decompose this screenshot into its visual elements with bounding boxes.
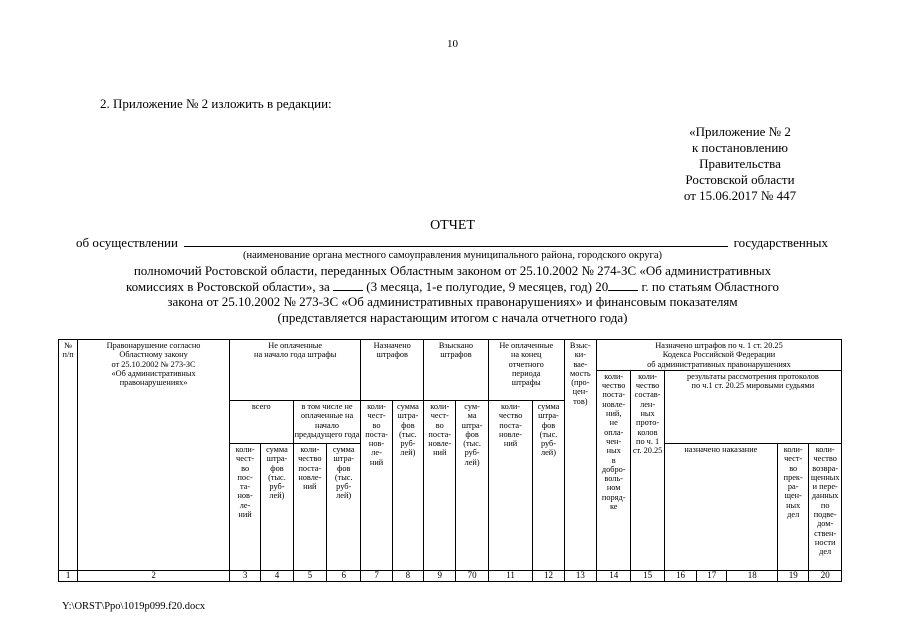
report-line-4: закона от 25.10.2002 № 273-ЗС «Об административных правонарушениях» и финансовым показателям [167, 294, 738, 309]
report-table [58, 339, 842, 582]
col-number: 8 [392, 571, 423, 582]
col-number: 19 [778, 571, 809, 582]
year-blank [608, 290, 638, 291]
amendment-item: 2. Приложение № 2 изложить в редакции: [100, 96, 332, 111]
col-header-no: № п/п [59, 340, 78, 571]
col-header-12: сумма штра- фов (тыс. руб- лей) [533, 401, 564, 571]
col-header-unpaid-start: Не оплаченные на начало года штрафы [229, 340, 360, 401]
report-line-3-c: г. по статьям Областного [641, 278, 780, 294]
report-line-3-b: (3 месяца, 1-е полугодие, 9 месяцев, год) 20 [366, 278, 609, 294]
report-title: ОТЧЕТ [430, 218, 475, 233]
appendix-line: от 15.06.2017 № 447 [683, 188, 797, 203]
col-number: 17 [697, 571, 727, 582]
authority-caption: (наименование органа местного самоуправления муниципального района, городского округа) [243, 250, 662, 261]
period-blank [333, 290, 363, 291]
report-line-5: (представляется нарастающим итогом с начала отчетного года) [277, 309, 628, 325]
appendix-line: к постановлению [691, 140, 789, 155]
report-line-1-left: об осуществлении [76, 235, 178, 250]
col-number: 9 [424, 571, 456, 582]
report-line-1-right: государственных [733, 235, 828, 250]
col-number: 5 [293, 571, 326, 582]
col-header-incl-prev: в том числе не оплаченные на начало предыдущего года [293, 401, 361, 444]
appendix-line: «Приложение № 2 [689, 124, 791, 139]
col-header-4: сумма штра- фов (тыс. руб- лей) [261, 444, 293, 571]
col-number: 3 [229, 571, 260, 582]
page-number: 10 [447, 38, 458, 50]
col-number: 11 [488, 571, 533, 582]
col-header-5: коли- чество поста- новле- ний [293, 444, 326, 571]
file-path-footer: Y:\ORST\Ppo\1019p099.f20.docx [62, 601, 206, 612]
col-header-collected: Взыскано штрафов [424, 340, 489, 401]
col-number: 70 [456, 571, 488, 582]
col-header-6: сумма штра- фов (тыс. руб- лей) [327, 444, 361, 571]
col-header-assigned: Назначено штрафов [361, 340, 424, 401]
report-line-3 [60, 279, 845, 295]
col-header-offense: Правонарушение согласно Областному закону от 25.10.2002 № 273-ЗС «Об административных правонарушениях» [78, 340, 230, 571]
col-number: 2 [78, 571, 230, 582]
report-line-2: полномочий Ростовской области, переданных Областным законом от 25.10.2002 № 274-ЗС «Об административных [133, 263, 772, 278]
col-header-9: коли- чест- во поста- новле- ний [424, 401, 456, 571]
appendix-block [650, 124, 830, 204]
col-header-total: всего [229, 401, 293, 444]
col-header-results: результаты рассмотрения протоколов по ч.1 ст. 20.25 мировыми судьями [664, 370, 841, 443]
col-number: 7 [361, 571, 392, 582]
col-header-art-20-25: Назначено штрафов по ч. 1 ст. 20.25 Кодекса Российской Федерации об административных правонарушениях [597, 340, 842, 371]
col-header-8: сумма штра- фов (тыс. руб- лей) [392, 401, 423, 571]
col-header-11: коли- чество поста- новле- ний [488, 401, 533, 571]
col-number: 13 [564, 571, 596, 582]
authority-name-blank [184, 234, 728, 247]
col-number: 15 [631, 571, 664, 582]
col-number: 18 [727, 571, 778, 582]
col-header-unpaid-end: Не оплаченные на конец отчетного периода штрафы [488, 340, 564, 401]
column-number-row [59, 571, 842, 582]
col-header-20: коли- чество возвра- щенных и пере- данных по подве- дом- ствен- ности дел [809, 444, 842, 571]
col-header-15: коли- чество состав- лен- ных прото- колов по ч. 1 ст. 20.25 [631, 370, 664, 570]
col-header-7: коли- чест- во поста- нов- ле- ний [361, 401, 392, 571]
appendix-line: Правительства [699, 156, 781, 171]
col-header-19: коли- чест- во прек- ра- щен- ных дел [778, 444, 809, 571]
report-line-3-a: комиссиях в Ростовской области», за [125, 278, 330, 294]
header-row-1 [59, 340, 842, 371]
col-header-14: коли- чество поста- новле- ний, не опла- чен- ных в добро- воль- ном поряд- ке [597, 370, 631, 570]
col-number: 20 [809, 571, 842, 582]
col-number: 14 [597, 571, 631, 582]
col-number: 16 [664, 571, 696, 582]
col-header-3: коли- чест- во пос- та- нов- ле- ний [229, 444, 260, 571]
report-body [60, 263, 845, 325]
col-header-10: сум- ма штра- фов (тыс. руб- лей) [456, 401, 488, 571]
col-header-recoverability: Взыс- ки- вае- мость (про- цен- тов) [564, 340, 596, 571]
col-number: 1 [59, 571, 78, 582]
col-header-punishment: назначено наказание [664, 444, 777, 571]
appendix-line: Ростовской области [685, 172, 795, 187]
col-number: 12 [533, 571, 564, 582]
col-number: 4 [261, 571, 293, 582]
report-line-1 [76, 234, 828, 251]
col-number: 6 [327, 571, 361, 582]
